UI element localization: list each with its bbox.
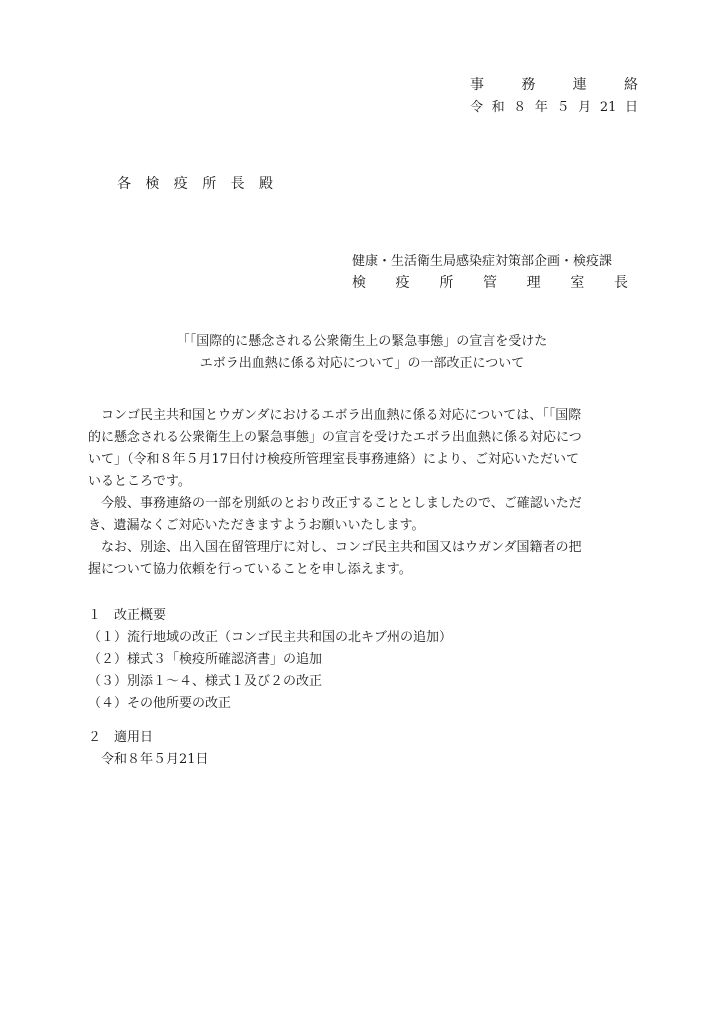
body-paragraphs xyxy=(88,405,648,581)
effective-date-value: 令和８年５月21日 xyxy=(88,752,209,767)
body-line: いるところです。 xyxy=(88,474,191,489)
document-type-label: 事務連絡 xyxy=(470,77,638,93)
effective-date-section xyxy=(88,727,209,771)
addressee: 各検疫所長殿 xyxy=(117,176,273,192)
sender-department: 健康・生活衛生局感染症対策部企画・検疫課 xyxy=(352,254,613,269)
body-line: 的に懸念される公衆衛生上の緊急事態」の宣言を受けたエボラ出血熱に係る対応につ xyxy=(88,430,582,445)
list-item: （４）その他所要の改正 xyxy=(88,696,232,711)
body-line: コンゴ民主共和国とウガンダにおけるエボラ出血熱に係る対応については、「「国際 xyxy=(88,408,582,423)
body-line: 握について協力依頼を行っていることを申し添えます。 xyxy=(88,562,412,577)
list-item: （２）様式３「検疫所確認済書」の追加 xyxy=(88,652,323,667)
sender-title: 検疫所管理室長 xyxy=(352,275,628,291)
document-date: 令和８年５月21日 xyxy=(470,100,638,115)
list-item: （３）別添１～４、様式１及び２の改正 xyxy=(88,674,323,689)
body-line: いて」（令和８年５月17日付け検疫所管理室長事務連絡）により、ご対応いただいて xyxy=(88,452,580,467)
section-heading: ２ 適用日 xyxy=(88,730,154,745)
revision-summary-section xyxy=(88,605,452,715)
document-subject xyxy=(0,331,724,375)
subject-line-2: エボラ出血熱に係る対応について」の一部改正について xyxy=(199,356,525,371)
body-line: 今般、事務連絡の一部を別紙のとおり改正することとしましたので、ご確認いただ xyxy=(88,496,582,511)
list-item: （１）流行地域の改正（コンゴ民主共和国の北キブ州の追加） xyxy=(88,630,453,645)
body-line: き、遺漏なくご対応いただきますようお願いいたします。 xyxy=(88,518,425,533)
subject-line-1: 「「国際的に懸念される公衆衛生上の緊急事態」の宣言を受けた xyxy=(176,334,548,349)
body-line: なお、別途、出入国在留管理庁に対し、コンゴ民主共和国又はウガンダ国籍者の把 xyxy=(88,540,582,555)
section-heading: １ 改正概要 xyxy=(88,608,167,623)
